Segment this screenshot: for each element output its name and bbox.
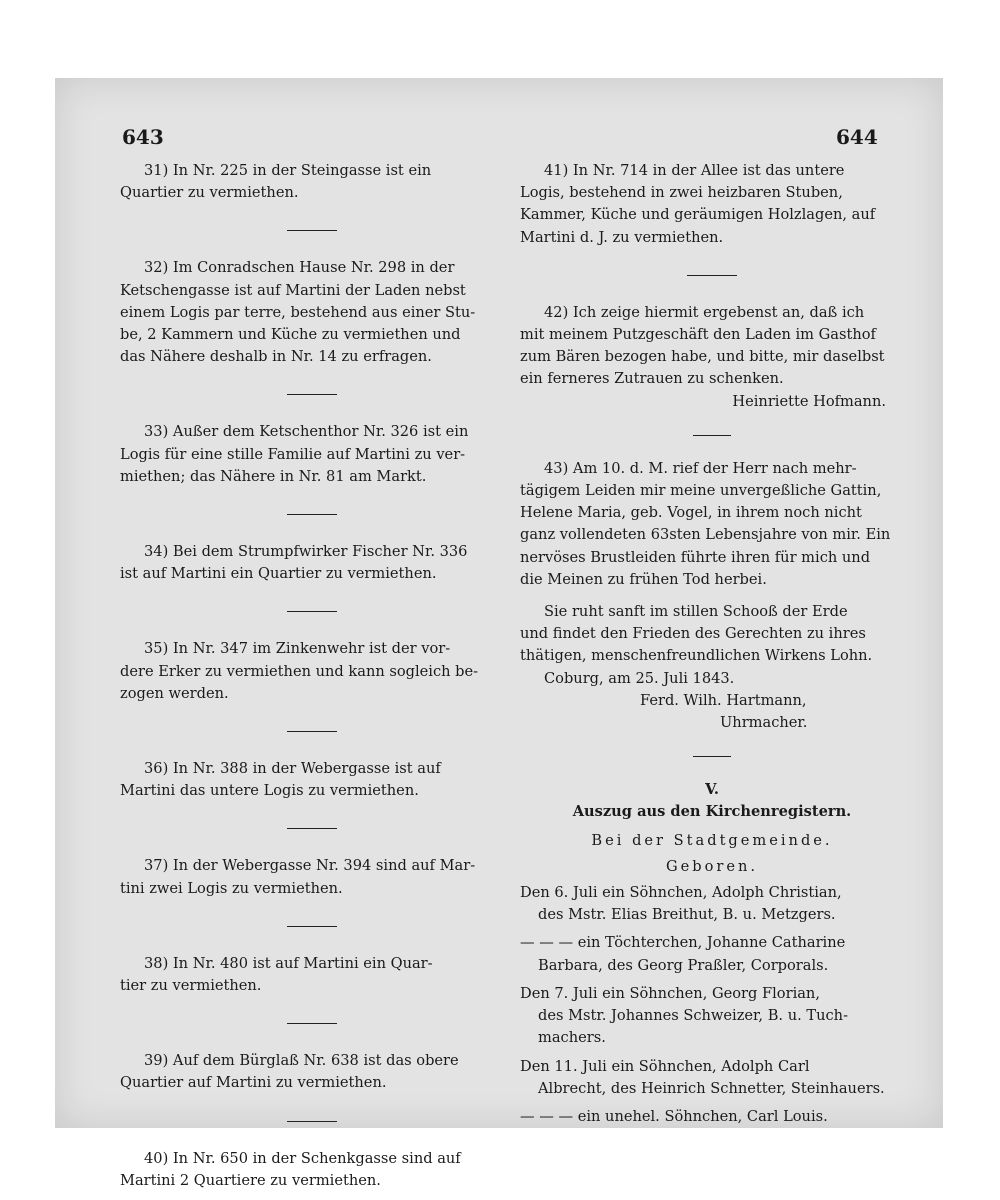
ad-line: 40) In Nr. 650 in der Schenkgasse sind auf (144, 1149, 461, 1167)
separator-rule (287, 1023, 337, 1024)
ad-line: zogen werden. (120, 684, 229, 702)
register-entry (520, 983, 904, 1050)
ad-line: Sie ruht sanft im stillen Schooß der Erde (544, 603, 848, 621)
ad-line: 31) In Nr. 225 in der Steingasse ist ein (144, 162, 432, 179)
register-entry (520, 1106, 904, 1128)
ad-line: mit meinem Putzgeschäft den Laden im Gasthof (520, 326, 876, 344)
ad-line: Ketschengasse ist auf Martini der Laden nebst (120, 281, 466, 299)
ad-36 (120, 758, 504, 802)
section-number: V. (705, 781, 719, 799)
separator-rule (687, 275, 737, 276)
register-entry (520, 1056, 904, 1100)
ad-line: Quartier zu vermiethen. (120, 184, 299, 202)
ad-40 (120, 1148, 504, 1192)
separator-rule (287, 611, 337, 612)
ad-line: tini zwei Logis zu vermiethen. (120, 879, 343, 897)
ad-line: 35) In Nr. 347 im Zinkenwehr ist der vor- (144, 640, 451, 658)
ad-line: ist auf Martini ein Quartier zu vermiethen. (120, 565, 437, 583)
ad-line: Quartier auf Martini zu vermiethen. (120, 1074, 387, 1092)
separator-rule (287, 394, 337, 395)
ad-line: die Meinen zu frühen Tod herbei. (520, 570, 767, 588)
ad-43 (520, 458, 904, 734)
ad-line: und findet den Frieden des Gerechten zu ihres (520, 625, 866, 643)
ad-line: zum Bären bezogen habe, und bitte, mir daselbst (520, 348, 885, 366)
ad-line: dere Erker zu vermiethen und kann sogleich be- (120, 662, 479, 680)
entry-line: des Mstr. Elias Breithut, B. u. Metzgers. (538, 906, 836, 924)
ad-line: miethen; das Nähere in Nr. 81 am Markt. (120, 467, 427, 485)
ad-31 (120, 160, 504, 204)
separator-rule (287, 731, 337, 732)
separator-rule (693, 435, 731, 436)
ad-33 (120, 421, 504, 488)
ad-line: thätigen, menschenfreundlichen Wirkens Lohn. (520, 647, 873, 665)
ad-line: 43) Am 10. d. M. rief der Herr nach mehr- (544, 459, 857, 477)
ad-39 (120, 1050, 504, 1094)
parish-heading: Bei der Stadtgemeinde. (591, 831, 833, 849)
separator-rule (287, 514, 337, 515)
ad-line: Helene Maria, geb. Vogel, in ihrem noch nicht (520, 504, 862, 522)
ad-line: Martini 2 Quartiere zu vermiethen. (120, 1171, 381, 1189)
page-number-right: 644 (836, 125, 878, 149)
ad-37 (120, 855, 504, 899)
register-entry (520, 882, 904, 926)
separator-rule (287, 828, 337, 829)
ad-line: das Nähere deshalb in Nr. 14 zu erfragen. (120, 348, 432, 366)
entry-line: — — — ein unehel. Söhnchen, Carl Louis. (520, 1107, 828, 1125)
ad-line: tier zu vermiethen. (120, 977, 262, 995)
ad-32 (120, 257, 504, 368)
ad-line: be, 2 Kammern und Küche zu vermiethen und (120, 326, 461, 344)
ad-line: 34) Bei dem Strumpfwirker Fischer Nr. 336 (144, 543, 468, 561)
right-column (520, 160, 904, 1128)
separator-rule (287, 1121, 337, 1122)
ad-42 (520, 302, 904, 413)
left-column (120, 160, 504, 1192)
ad-line: 37) In der Webergasse Nr. 394 sind auf Mar- (144, 857, 476, 875)
ad-line: 33) Außer dem Ketschenthor Nr. 326 ist ein (144, 423, 469, 441)
ad-line: 39) Auf dem Bürglaß Nr. 638 ist das obere (144, 1052, 459, 1070)
entry-line: Den 7. Juli ein Söhnchen, Georg Florian, (520, 984, 820, 1002)
entry-line: machers. (538, 1029, 606, 1047)
ad-line: nervöses Brustleiden führte ihren für mich und (520, 548, 871, 566)
ad-line: 42) Ich zeige hiermit ergebenst an, daß ich (544, 303, 865, 321)
separator-rule (693, 756, 731, 757)
ad-line: Logis für eine stille Familie auf Martini zu ver- (120, 445, 466, 463)
ad-line: 32) Im Conradschen Hause Nr. 298 in der (144, 259, 455, 277)
entry-line: Den 6. Juli ein Söhnchen, Adolph Christian, (520, 884, 842, 902)
ad-signature: Heinriette Hofmann. (732, 392, 886, 410)
separator-rule (287, 926, 337, 927)
ad-signature: Ferd. Wilh. Hartmann, (640, 691, 807, 709)
ad-line: Martini d. J. zu vermiethen. (520, 228, 724, 246)
ad-line: einem Logis par terre, bestehend aus einer Stu- (120, 303, 476, 321)
ad-38 (120, 953, 504, 997)
ad-41 (520, 160, 904, 249)
ad-line: 41) In Nr. 714 in der Allee ist das untere (544, 162, 845, 179)
spacer (520, 591, 904, 601)
page-number-left: 643 (122, 125, 164, 149)
ad-34 (120, 541, 504, 585)
ad-35 (120, 638, 504, 705)
entry-line: Albrecht, des Heinrich Schnetter, Steinhauers. (538, 1079, 885, 1097)
ad-line: 38) In Nr. 480 ist auf Martini ein Quar- (144, 954, 433, 972)
separator-rule (287, 230, 337, 231)
ad-line: Kammer, Küche und geräumigen Holzlagen, auf (520, 206, 876, 224)
births-heading: Geboren. (665, 857, 759, 875)
ad-line: Logis, bestehend in zwei heizbaren Stuben, (520, 184, 843, 202)
entry-line: des Mstr. Johannes Schweizer, B. u. Tuch- (538, 1007, 849, 1025)
ad-line: 36) In Nr. 388 in der Webergasse ist auf (144, 760, 441, 778)
ad-signature: Uhrmacher. (720, 714, 808, 732)
entry-line: Den 11. Juli ein Söhnchen, Adolph Carl (520, 1057, 810, 1075)
register-entry (520, 932, 904, 976)
ad-line: ganz vollendeten 63sten Lebensjahre von mir. Ein (520, 526, 891, 544)
section-title: Auszug aus den Kirchenregistern. (572, 803, 852, 821)
ad-line: Martini das untere Logis zu vermiethen. (120, 782, 419, 800)
entry-line: — — — ein Töchterchen, Johanne Catharine (520, 934, 846, 952)
ad-line: tägigem Leiden mir meine unvergeßliche Gattin, (520, 482, 882, 500)
entry-line: Barbara, des Georg Praßler, Corporals. (538, 956, 829, 974)
ad-line: ein ferneres Zutrauen zu schenken. (520, 370, 784, 388)
ad-place-date: Coburg, am 25. Juli 1843. (544, 669, 735, 687)
